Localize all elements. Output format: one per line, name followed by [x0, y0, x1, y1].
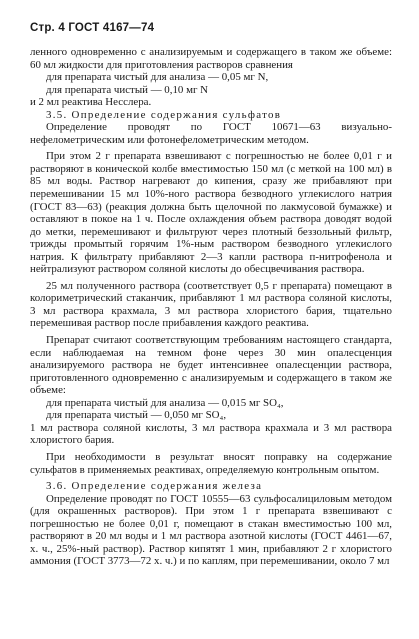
paragraph-sulfates-aliquot: 25 мл полученного раствора (соответствует 0,5 г препарата) помещают в колориметрический стаканчик, прибавляют 1 мл раствора соляной кислоты, 3 мл раствора крахмала, 3 мл раствора хлористого бария, тщательно перемешивая раствор после прибавления каждого реактива. — [30, 279, 392, 330]
section-title-iron: 3.6. Определение содержания железа — [46, 480, 263, 493]
page-header: Стр. 4 ГОСТ 4167—74 — [30, 22, 155, 34]
paragraph-standard-analytic-so4: для препарата чистый для анализа — 0,015 мг SO₄, — [46, 396, 284, 409]
paragraph-correction: При необходимости в результат вносят поправку на содержание сульфатов в применяемых реактивах, определяемую контрольным опытом. — [30, 450, 392, 476]
paragraph-reagents: 1 мл раствора соляной кислоты, 3 мл раствора крахмала и 3 мл раствора хлористого бария. — [30, 421, 392, 447]
paragraph-continuation: ленного одновременно с анализируемым и содержащего в таком же объеме: 60 мл жидкости для приготовления растворов сравнения — [30, 46, 392, 71]
paragraph-standard-analytic-n: для препарата чистый для анализа — 0,05 мг N, — [46, 71, 269, 84]
paragraph-iron-procedure: Определение проводят по ГОСТ 10555—63 сульфосалициловым методом (для окрашенных растворов). При этом 1 г препарата взвешивают с погрешностью не более 0,01 г, помещают в стакан вместимостью 100 мл, растворяют в 20 мл воды и 1 мл раствора азотной кислоты (ГОСТ 4461—67, х. ч., 25%-ный раствор). Раствор кипятят 1 мин, прибавляют 2 г хлористого аммония (ГОСТ 3773—72 х. ч.) и по каплям, при перемешивании, около 7 мл — [30, 492, 392, 568]
paragraph-standard-pure-so4: для препарата чистый — 0,050 мг SO₄, — [46, 409, 227, 422]
paragraph-sulfates-criterion: Препарат считают соответствующим требованиям настоящего стандарта, если наблюдаемая на темном фоне через 30 мин опалесценция анализируемого раствора не будет интенсивнее опалесценции раствора, приготовленного одновременно с анализируемым и содержащего в таком же объеме: — [30, 334, 392, 397]
paragraph-sulfates-method: Определение проводят по ГОСТ 10671—63 визуально-нефелометрическим или фотонефелометрическим методом. — [30, 121, 392, 146]
paragraph-sulfates-procedure: При этом 2 г препарата взвешивают с погрешностью не более 0,01 г и растворяют в конической колбе вместимостью 150 мл (с меткой на 100 мл) в 85 мл воды. Раствор нагревают до кипения, сразу же прибавляют при перемешивании 15 мл 10%-ного раствора безводного углекислого натрия (ГОСТ 83—63) (реакция должна быть щелочной по лакмусовой бумажке) и оставляют в покое на 1 ч. После охлаждения объем раствора доводят водой до метки, перемешивают и фильтруют через плотный беззольный фильтр, трижды промытый горячим 1%-ным раствором безводного углекислого натрия. К фильтрату прибавляют 2—3 капли раствора п-нитрофенола и нейтрализуют раствором соляной кислоты до обесцвечивания раствора. — [30, 150, 392, 276]
paragraph-standard-pure-n: для препарата чистый — 0,10 мг N — [46, 83, 209, 96]
page-body — [30, 46, 392, 568]
section-title-sulfates: 3.5. Определение содержания сульфатов — [46, 108, 282, 121]
paragraph-nessler: и 2 мл реактива Несслера. — [30, 96, 152, 109]
